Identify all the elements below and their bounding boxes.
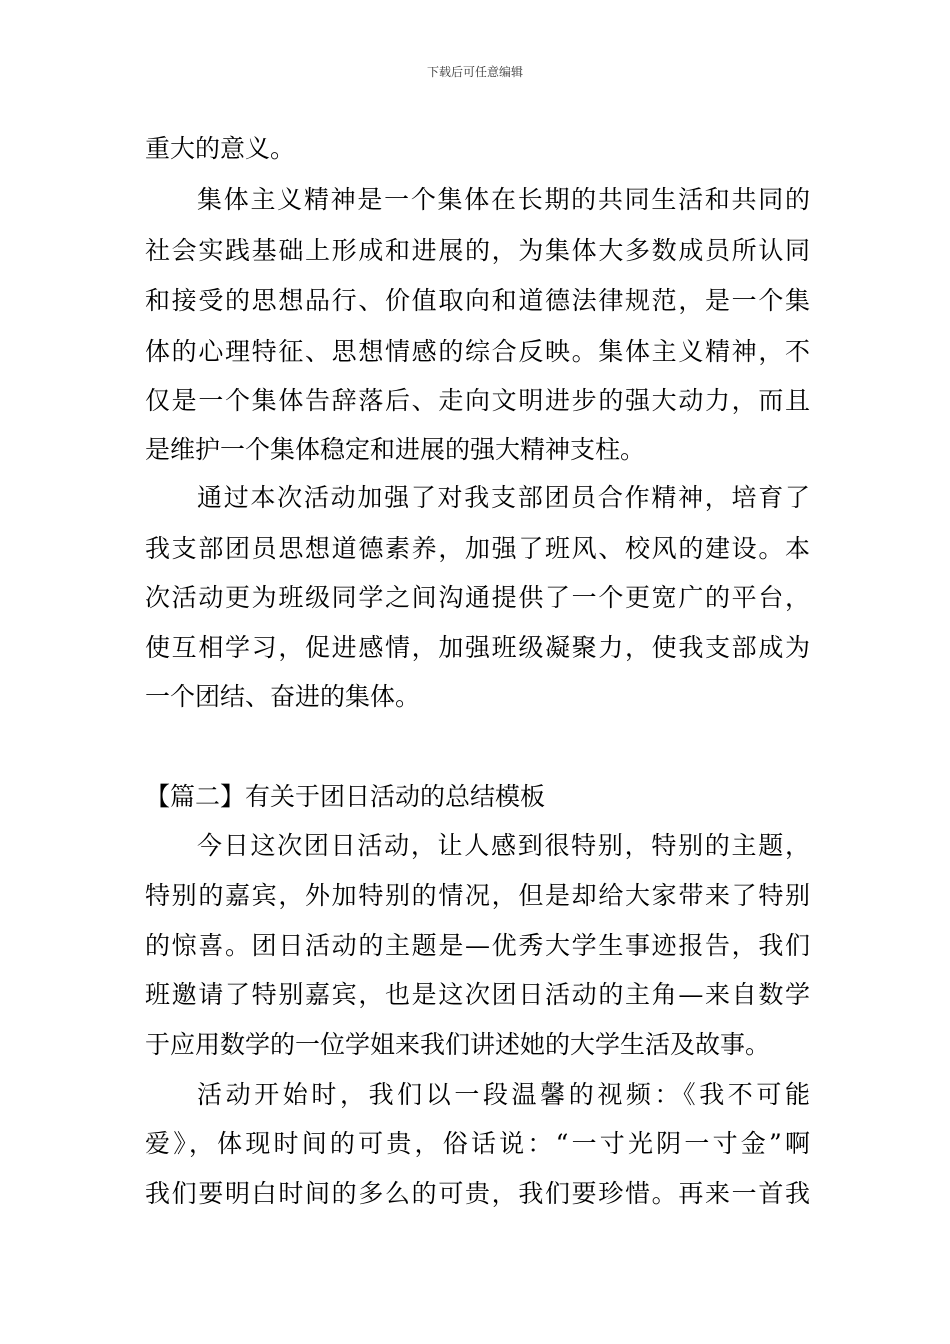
text-line: 爱》，体现时间的可贵，俗话说：“一寸光阴一寸金”啊 [145,1129,810,1158]
text-line: 的惊喜。团日活动的主题是—优秀大学生事迹报告，我们 [145,931,810,960]
text-line: 重大的意义。 [145,134,296,163]
text-line: 我们要明白时间的多么的可贵，我们要珍惜。再来一首我 [145,1179,810,1208]
section-heading: 【篇二】有关于团日活动的总结模板 [145,782,546,811]
text-line: 班邀请了特别嘉宾，也是这次团日活动的主角—来自数学 [145,980,810,1009]
text-line: 活动开始时，我们以一段温馨的视频：《我不可能 [197,1080,810,1109]
text-line: 通过本次活动加强了对我支部团员合作精神，培育了 [197,483,810,512]
text-line: 体的心理特征、思想情感的综合反映。集体主义精神，不 [145,337,810,366]
text-line: 使互相学习，促进感情，加强班级凝聚力，使我支部成为 [145,633,810,662]
text-line: 于应用数学的一位学姐来我们讲述她的大学生活及故事。 [145,1030,771,1059]
text-line: 我支部团员思想道德素养，加强了班风、校风的建设。本 [145,534,810,563]
text-line: 是维护一个集体稳定和进展的强大精神支柱。 [145,435,646,464]
text-line: 和接受的思想品行、价值取向和道德法律规范，是一个集 [145,286,810,315]
text-line: 特别的嘉宾，外加特别的情况，但是却给大家带来了特别 [145,881,810,910]
text-line: 集体主义精神是一个集体在长期的共同生活和共同的 [197,185,810,214]
page-header: 下载后可任意编辑 [426,65,523,79]
text-line: 仅是一个集体告辞落后、走向文明进步的强大动力，而且 [145,386,810,415]
text-line: 今日这次团日活动，让人感到很特别，特别的主题， [197,831,810,860]
text-line: 次活动更为班级同学之间沟通提供了一个更宽广的平台， [145,583,810,612]
text-line: 社会实践基础上形成和进展的，为集体大多数成员所认同 [145,236,810,265]
text-line: 一个团结、奋进的集体。 [145,682,421,711]
